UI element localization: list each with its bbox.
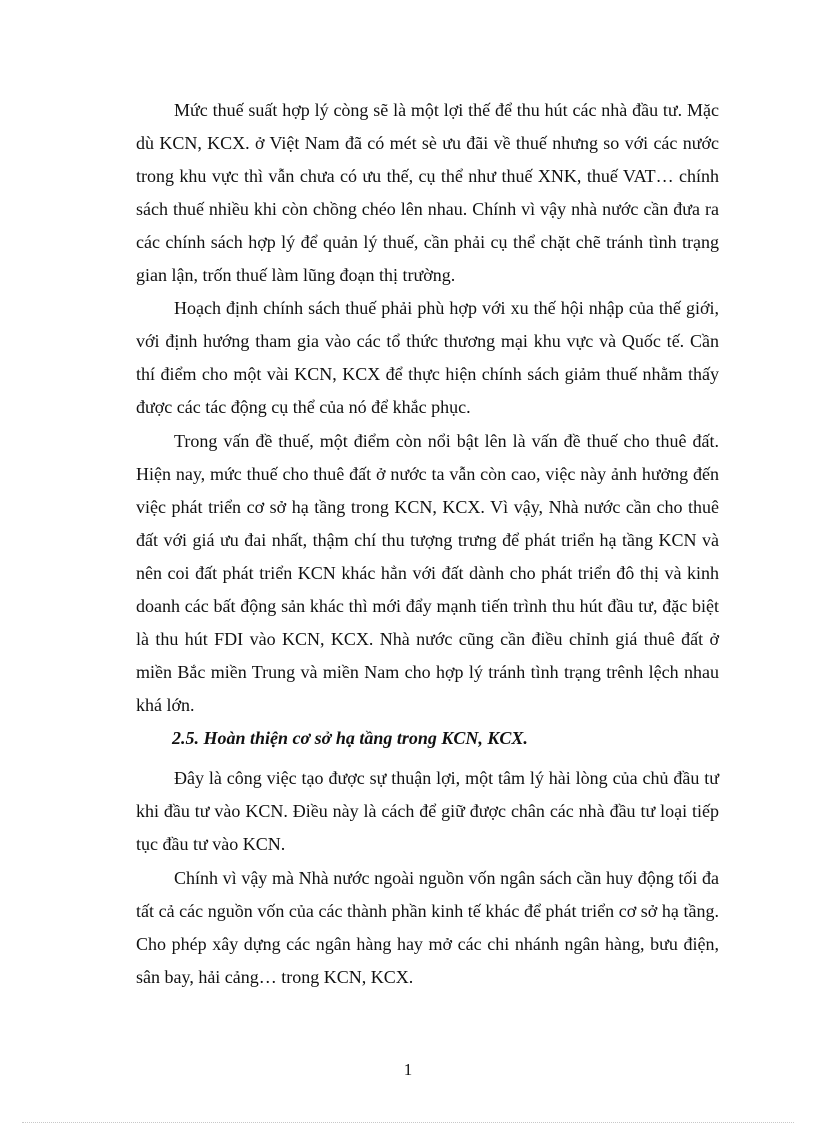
page-number: 1	[403, 1060, 413, 1079]
paragraph-capital: Chính vì vậy mà Nhà nước ngoài nguồn vốn ngân sách cần huy động tối đa tất cả các nguồn vốn của các thành phần kinh tế khác để phát triển cơ sở hạ tầng. Cho phép xây dựng các ngân hàng hay mở các chi nhánh ngân hàng, bưu điện, sân bay, hải cảng… trong KCN, KCX.	[136, 868, 719, 987]
paragraph-land-tax: Trong vấn đề thuế, một điểm còn nổi bật lên là vấn đề thuế cho thuê đất. Hiện nay, mức thuế cho thuê đất ở nước ta vẫn còn cao, việc này ảnh hưởng đến việc phát triển cơ sở hạ tầng trong KCN, KCX. Vì vậy, Nhà nước cần cho thuê đất với giá ưu đai nhất, thậm chí thu tượng trưng để phát triển hạ tầng KCN và nên coi đất phát triển KCN khác hẳn với đất dành cho phát triển đô thị và kinh doanh các bất động sản khác thì mới đẩy mạnh tiến trình thu hút đầu tư, đặc biệt là thu hút FDI vào KCN, KCX. Nhà nước cũng cần điều chỉnh giá thuê đất ở miền Bắc miền Trung và miền Nam cho hợp lý tránh tình trạng trênh lệch nhau khá lớn.	[136, 431, 719, 715]
paragraph-tax-rate: Mức thuế suất hợp lý còng sẽ là một lợi thế để thu hút các nhà đầu tư. Mặc dù KCN, KCX. ở Việt Nam đã có mét sè ưu đãi về thuế nhưng so với các nước trong khu vực thì vẫn chưa có ưu thế, cụ thể như thuế XNK, thuế VAT… chính sách thuế nhiều khi còn chồng chéo lên nhau. Chính vì vậy nhà nước cần đưa ra các chính sách hợp lý để quản lý thuế, cần phải cụ thể chặt chẽ tránh tình trạng gian lận, trốn thuế làm lũng đoạn thị trường.	[136, 100, 719, 285]
section-heading: 2.5. Hoàn thiện cơ sở hạ tầng trong KCN, KCX.	[172, 728, 528, 748]
paragraph-infrastructure: Đây là công việc tạo được sự thuận lợi, một tâm lý hài lòng của chủ đầu tư khi đầu tư vào KCN. Điều này là cách để giữ được chân các nhà đầu tư loại tiếp tục đầu tư vào KCN.	[136, 768, 719, 854]
paragraph-tax-policy: Hoạch định chính sách thuế phải phù hợp với xu thế hội nhập của thế giới, với định hướng tham gia vào các tổ thức thương mại khu vực và Quốc tế. Cần thí điểm cho một vài KCN, KCX để thực hiện chính sách giảm thuế nhằm thấy được các tác động cụ thể của nó để khắc phục.	[136, 298, 719, 417]
